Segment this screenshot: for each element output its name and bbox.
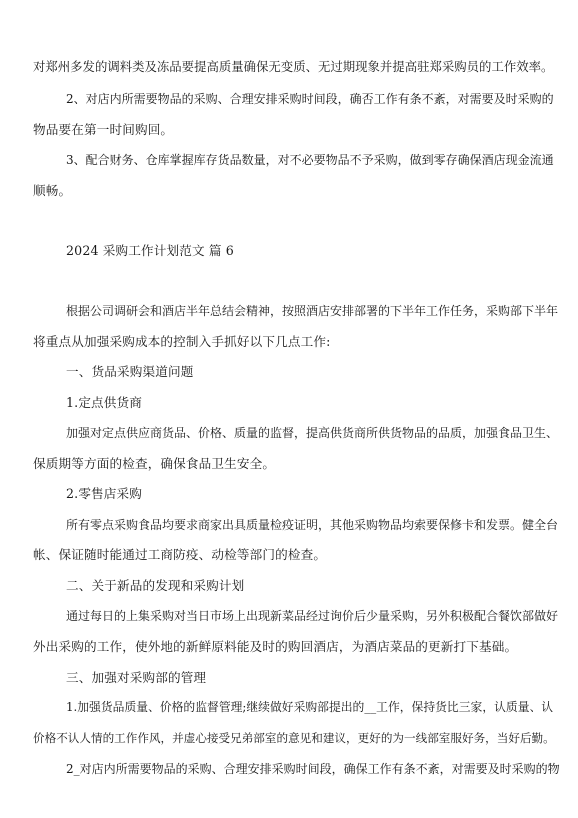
subsection-heading: 一、货品采购渠道问题 <box>66 364 194 379</box>
paragraph-line: 对郑州多发的调料类及冻品要提高质量确保无变质、无过期现象并提高驻郑采购员的工作效率。 <box>33 59 554 74</box>
paragraph-line: 2_对店内所需要物品的采购、合理安排采购时间段，确保工作有条不紊，对需要及时采购的物 <box>66 762 560 776</box>
paragraph-line: 1.加强货品质量、价格的监督管理;继续做好采购部提出的__工作，保持货比三家，认质量、认 <box>66 700 554 714</box>
paragraph-line: 3、配合财务、仓库掌握库存货品数量，对不必要物品不予采购，做到零存确保酒店现金流通 <box>66 153 554 167</box>
paragraph-line: 将重点从加强采购成本的控制入手抓好以下几点工作: <box>33 334 331 349</box>
paragraph-line: 2、对店内所需要物品的采购、合理安排采购时间段，确否工作有条不紊，对需要及时采购的 <box>66 92 554 106</box>
paragraph-line: 顺畅。 <box>33 183 72 198</box>
subsection-heading: 二、关于新品的发现和采购计划 <box>66 578 245 593</box>
list-item-heading: 2.零售店采购 <box>66 486 143 501</box>
paragraph-line: 所有零点采购食品均要求商家出具质量检疫证明，其他采购物品均索要保修卡和发票。健全台 <box>66 518 559 532</box>
paragraph-line: 通过每日的上集采购对当日市场上出现新菜品经过询价后少量采购，另外积极配合餐饮部做好 <box>66 609 559 623</box>
paragraph-line: 帐、保证随时能通过工商防疫、动检等部门的检查。 <box>33 547 327 562</box>
paragraph-line: 根据公司调研会和酒店半年总结会精神，按照酒店安排部署的下半年工作任务，采购部下半年 <box>66 304 559 318</box>
paragraph-line: 加强对定点供应商货品、价格、质量的监督，提高供货商所供货物品的品质，加强食品卫生、 <box>66 426 559 440</box>
subsection-heading: 三、加强对采购部的管理 <box>66 670 207 685</box>
section-heading: 2024 采购工作计划范文 篇 6 <box>66 243 234 258</box>
list-item-heading: 1.定点供货商 <box>66 395 143 410</box>
paragraph-line: 物品要在第一时间购回。 <box>33 122 174 137</box>
paragraph-line: 价格不认人情的工作作风，并虚心接受兄弟部室的意见和建议，更好的为一线部室服好务，当好后勤。 <box>33 731 555 745</box>
paragraph-line: 外出采购的工作，使外地的新鲜原料能及时的购回酒店，为酒店菜品的更新打下基础。 <box>33 639 518 654</box>
paragraph-line: 保质期等方面的检查，确保食品卫生安全。 <box>33 456 276 471</box>
